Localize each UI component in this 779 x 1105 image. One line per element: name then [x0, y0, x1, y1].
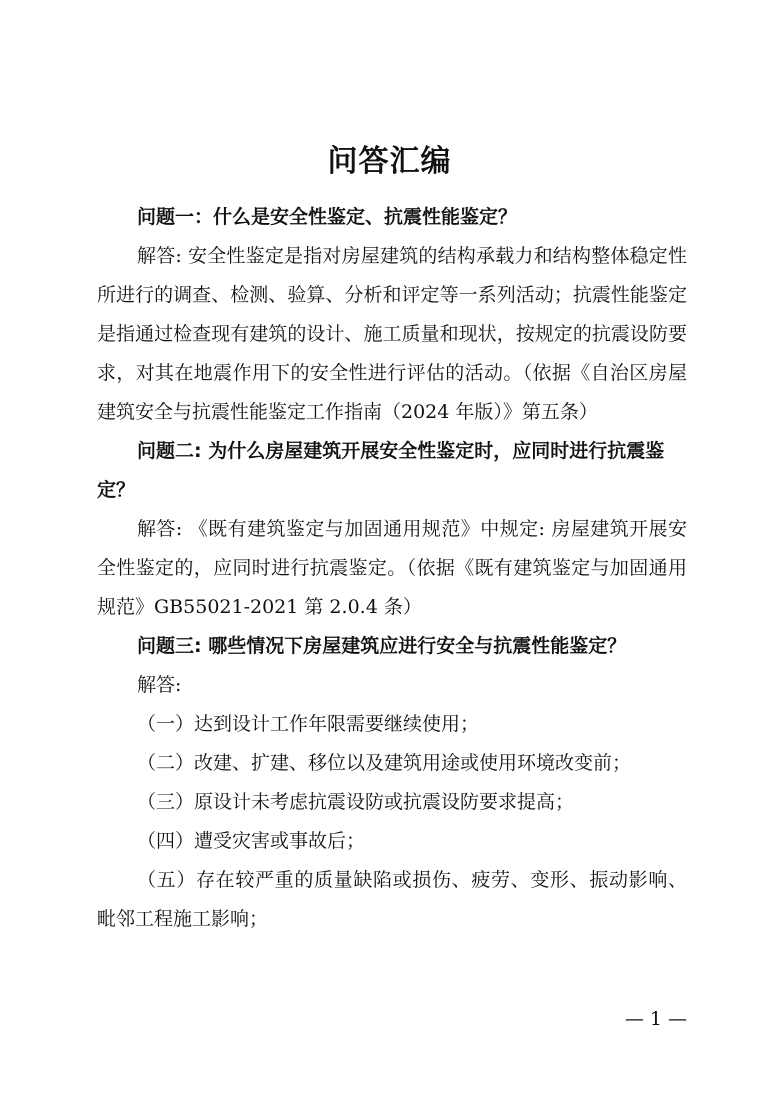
page-number: — 1 —	[624, 1008, 687, 1030]
answer-1: 解答: 安全性鉴定是指对房屋建筑的结构承载力和结构整体稳定性所进行的调查、检测、验算、分析和评定等一系列活动；抗震性能鉴定是指通过检查现有建筑的设计、施工质量和现状，按规定的抗震设防要求，对其在地震作用下的安全性进行评估的活动。（依据《自治区房屋建筑安全与抗震性能鉴定工作指南（2024 年版）》第五条）	[97, 245, 687, 423]
document-title: 问答汇编	[327, 144, 452, 179]
document-body	[97, 198, 687, 939]
list-item: （三）原设计未考虑抗震设防或抗震设防要求提高；	[137, 791, 575, 813]
list-item: （一）达到设计工作年限需要继续使用；	[137, 713, 480, 735]
question-3: 问题三: 哪些情况下房屋建筑应进行安全与抗震性能鉴定？	[137, 635, 627, 657]
answer-3-intro: 解答:	[137, 674, 182, 696]
answer-3-list	[97, 705, 687, 939]
list-item: （五）存在较严重的质量缺陷或损伤、疲劳、变形、振动影响、毗邻工程施工影响；	[97, 869, 687, 930]
answer-2: 解答: 《既有建筑鉴定与加固通用规范》中规定: 房屋建筑开展安全性鉴定的，应同时进行抗震鉴定。（依据《既有建筑鉴定与加固通用规范》GB55021-2021 第 2.0.4 条）	[97, 518, 687, 618]
question-1: 问题一：什么是安全性鉴定、抗震性能鉴定？	[137, 206, 518, 228]
list-item: （四）遭受灾害或事故后；	[137, 830, 366, 852]
question-2: 问题二: 为什么房屋建筑开展安全性鉴定时，应同时进行抗震鉴定？	[97, 440, 665, 501]
list-item: （二）改建、扩建、移位以及建筑用途或使用环境改变前；	[137, 752, 632, 774]
